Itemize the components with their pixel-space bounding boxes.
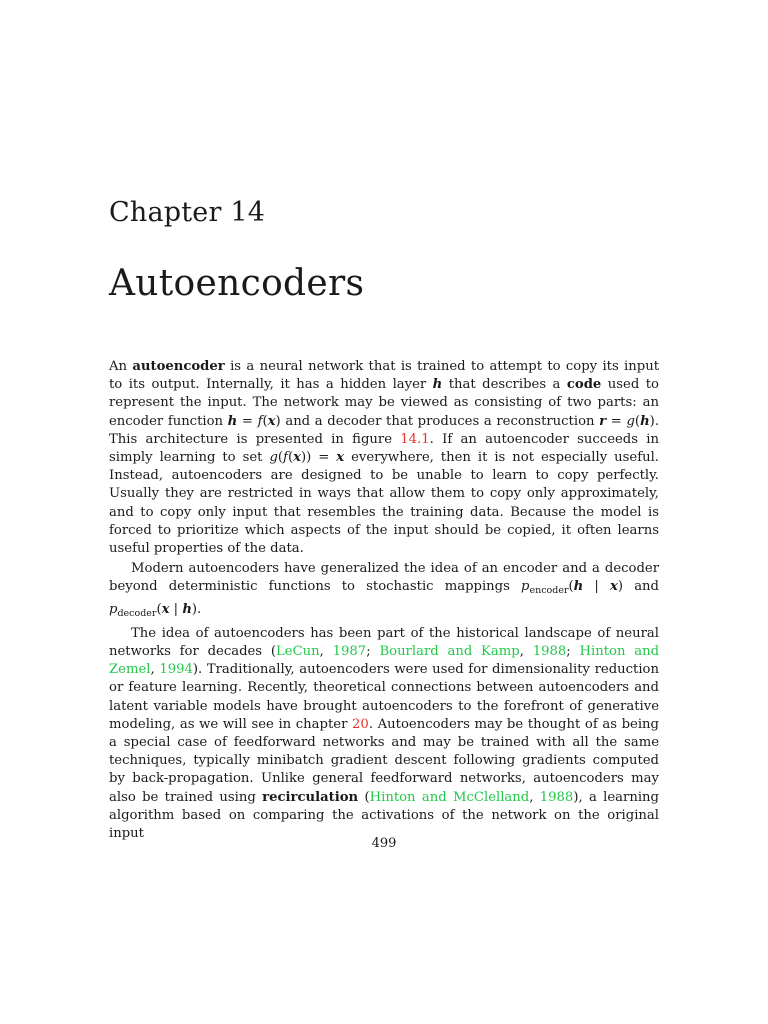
citation-link[interactable]: LeCun	[276, 644, 320, 660]
math-vector: x	[610, 579, 618, 595]
math-vector: x	[161, 601, 170, 617]
math-symbol: g	[626, 413, 635, 429]
cross-reference-link[interactable]: 14.1	[400, 431, 430, 447]
math-vector: h	[432, 377, 443, 393]
citation-link[interactable]: 1988	[539, 789, 574, 805]
bold-term: autoencoder	[132, 359, 225, 374]
chapter-number: Chapter 14	[109, 197, 266, 228]
math-vector: x	[293, 450, 301, 466]
math-vector: h	[182, 601, 192, 617]
citation-link[interactable]: 1994	[159, 662, 193, 678]
math-symbol: f	[257, 413, 263, 429]
chapter-title: Autoencoders	[109, 263, 365, 304]
math-symbol: f	[283, 450, 288, 466]
page-number: 499	[371, 836, 397, 851]
math-vector: h	[573, 579, 584, 595]
paragraph-stochastic: Modern autoencoders have generalized the idea of an encoder and a decoder beyond deterministic functions to stochastic mappings $p_{encoder}(h$ | x) and $p_{decoder}(x$ | h).	[109, 561, 659, 619]
math-subscript: decoder	[117, 607, 157, 619]
citation-link[interactable]: Bourlard and Kamp	[379, 644, 520, 660]
math-vector: h	[640, 413, 650, 429]
math-symbol: p	[521, 579, 530, 595]
math-vector: r	[599, 413, 607, 429]
paragraph-intro: An autoencoder is a neural network that is trained to attempt to copy its input to its output. Internally, it has a hidden layer h that describes a code used to represent the input. The network may be viewed as consisting of two parts: an encoder function h = f(x) and a decoder that produces a reconstruction r = g(h). This architecture is presented in figure 14.1. If an autoencoder succeeds in simply learning to set g(f(x)) = x everywhere, then it is not especially useful. Instead, autoencoders are designed to be unable to learn to copy perfectly. Usually they are restricted in ways that allow them to copy only approximately, and to copy only input that resembles the training data. Because the model is forced to prioritize which aspects of the input should be copied, it often learns useful properties of the data.	[109, 359, 660, 557]
paragraph-history: The idea of autoencoders has been part of the historical landscape of neural networks for decades (LeCun, 1987; Bourlard and Kamp, 1988; Hinton and Zemel, 1994). Traditionally, autoencoders were used for dimensionality reduction or feature learning. Recently, theoretical connections between autoencoders and latent variable models have brought autoencoders to the forefront of generative modeling, as we will see in chapter 20. Autoencoders may be thought of as being a special case of feedforward networks and may be trained with all the same techniques, typically minibatch gradient descent following gradients computed by back-propagation. Unlike general feedforward networks, autoencoders may also be trained using recirculation (Hinton and McClelland, 1988), a learning algorithm based on comparing the activations of the network on the original input	[109, 625, 660, 842]
citation-link[interactable]: Hinton and McClelland	[369, 789, 530, 805]
citation-link[interactable]: 1987	[332, 644, 367, 660]
math-vector: x	[336, 450, 345, 466]
chapter-body	[109, 358, 659, 845]
citation-link[interactable]: Hinton and Zemel	[109, 644, 660, 678]
bold-term: recirculation	[262, 789, 359, 805]
math-vector: x	[267, 413, 276, 429]
bold-term: code	[566, 377, 602, 393]
math-subscript: encoder	[529, 585, 569, 597]
math-symbol: g	[269, 450, 278, 466]
citation-link[interactable]: 1988	[532, 644, 567, 660]
math-vector: h	[227, 413, 238, 429]
cross-reference-link[interactable]: 20	[352, 716, 369, 732]
math-symbol: p	[109, 601, 118, 617]
